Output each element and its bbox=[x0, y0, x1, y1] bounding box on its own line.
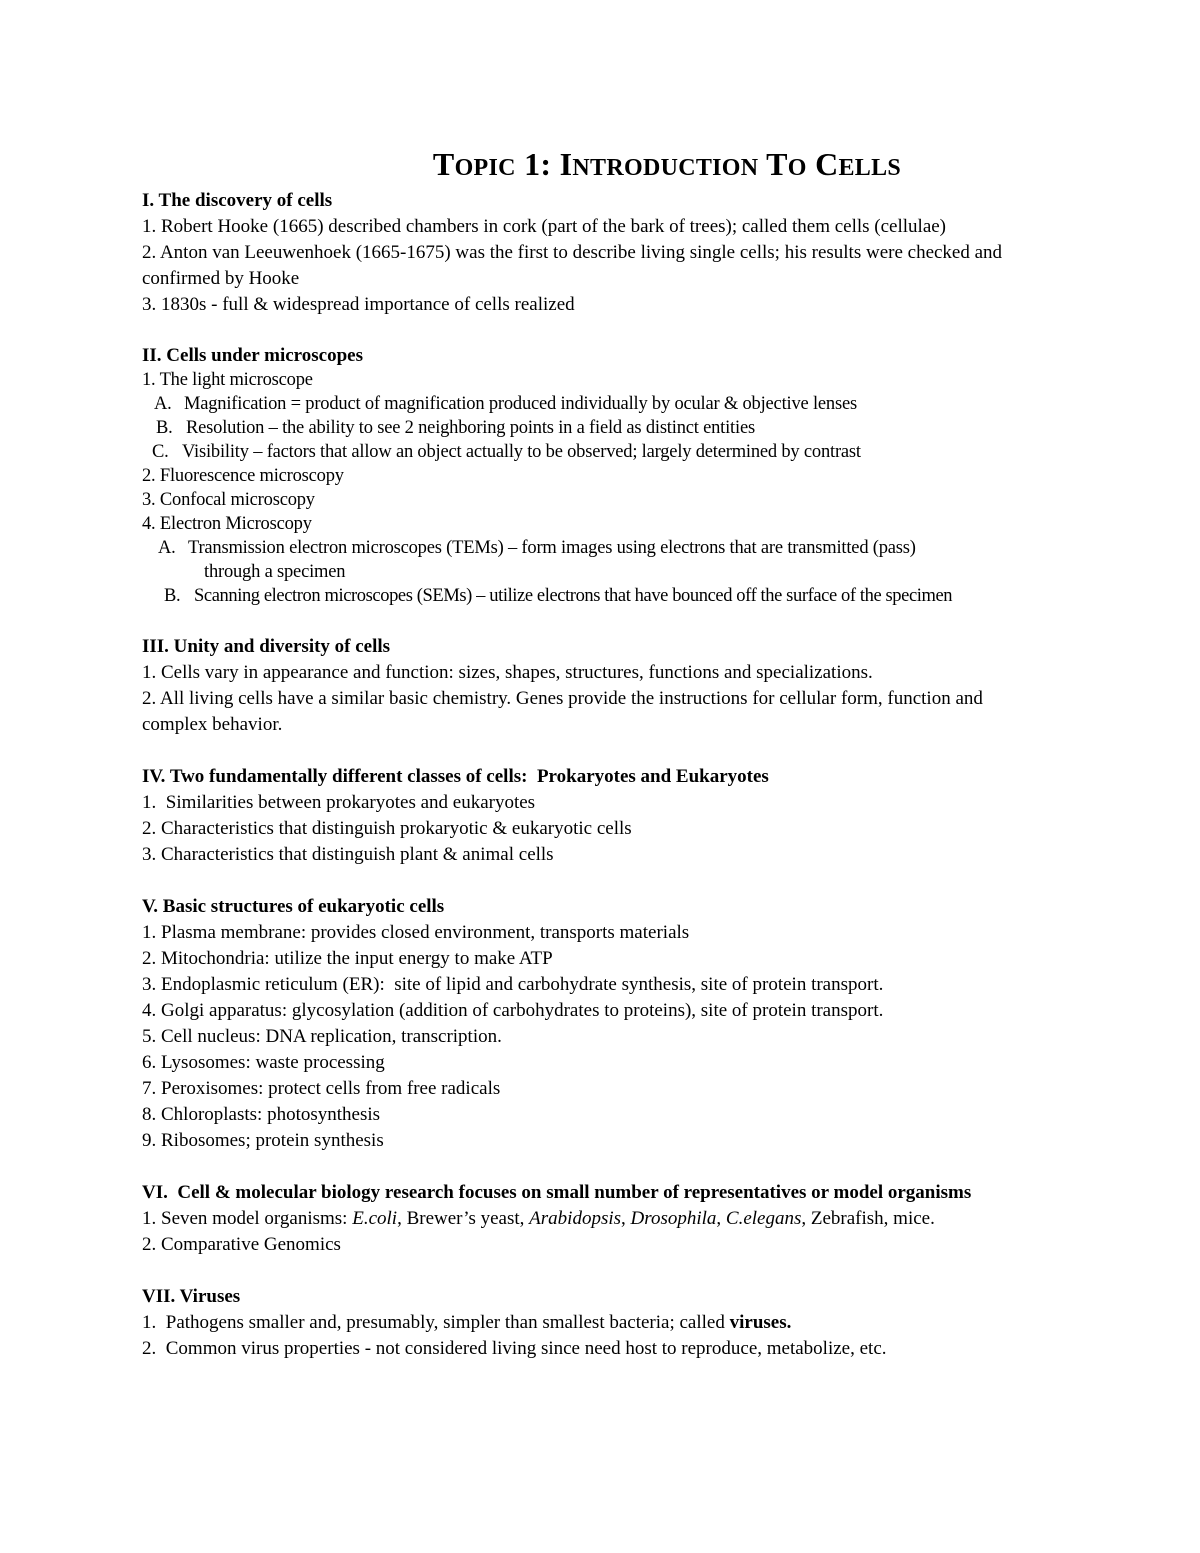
sub-item-text: Resolution – the ability to see 2 neighboring points in a field as distinct entities bbox=[186, 418, 755, 438]
section-heading: I. The discovery of cells bbox=[142, 190, 333, 211]
section-heading: III. Unity and diversity of cells bbox=[142, 636, 391, 657]
list-item: 3. Endoplasmic reticulum (ER): site of lipid and carbohydrate synthesis, site of protein transport. bbox=[142, 974, 884, 995]
list-item: 2. Comparative Genomics bbox=[142, 1234, 341, 1255]
text-run: , bbox=[716, 1208, 726, 1229]
title-cap: T bbox=[432, 146, 455, 182]
list-item: 9. Ribosomes; protein synthesis bbox=[142, 1130, 384, 1151]
section-heading: IV. Two fundamentally different classes of cells: Prokaryotes and Eukaryotes bbox=[142, 766, 769, 787]
section-heading: II. Cells under microscopes bbox=[142, 345, 363, 366]
sub-item bbox=[142, 440, 1172, 464]
section-unity-and-diversity bbox=[142, 634, 1172, 738]
text-run: , Zebrafish, mice. bbox=[801, 1208, 935, 1229]
list-item: 1. Plasma membrane: provides closed environment, transports materials bbox=[142, 922, 690, 943]
list-item: 1. Similarities between prokaryotes and eukaryotes bbox=[142, 792, 536, 813]
sub-item-text: Visibility – factors that allow an object actually to be observed; largely determined by contrast bbox=[182, 442, 861, 462]
list-item: 4. Electron Microscopy bbox=[142, 514, 312, 534]
list-item: 2. All living cells have a similar basic chemistry. Genes provide the instructions for cellular form, function and complex behavior. bbox=[142, 688, 983, 735]
section-heading: V. Basic structures of eukaryotic cells bbox=[142, 896, 445, 917]
section-cells-under-microscopes bbox=[142, 344, 1172, 608]
sub-item-continuation: through a specimen bbox=[204, 562, 346, 582]
organism-name: Drosophila bbox=[630, 1208, 717, 1229]
text-run: 1. Pathogens smaller and, presumably, simpler than smallest bacteria; called bbox=[142, 1312, 730, 1333]
title-number: 1: bbox=[524, 146, 552, 182]
list-item: 4. Golgi apparatus: glycosylation (addition of carbohydrates to proteins), site of protein transport. bbox=[142, 1000, 884, 1021]
list-item: 1. The light microscope bbox=[142, 370, 313, 390]
list-item: 1. Cells vary in appearance and function: sizes, shapes, structures, functions and specializations. bbox=[142, 662, 873, 683]
title-cap: C bbox=[815, 146, 839, 182]
sub-item-letter: C. bbox=[152, 442, 169, 462]
list-item: 3. Characteristics that distinguish plant & animal cells bbox=[142, 844, 554, 865]
list-item: 2. Common virus properties - not considered living since need host to reproduce, metabolize, etc. bbox=[142, 1338, 887, 1359]
title-smallcaps: OPIC bbox=[454, 155, 516, 181]
list-item: 2. Fluorescence microscopy bbox=[142, 466, 344, 486]
list-item: 3. 1830s - full & widespread importance of cells realized bbox=[142, 294, 575, 315]
sub-item-letter: B. bbox=[156, 418, 173, 438]
list-item: 7. Peroxisomes: protect cells from free radicals bbox=[142, 1078, 501, 1099]
list-item: 8. Chloroplasts: photosynthesis bbox=[142, 1104, 381, 1125]
list-item bbox=[142, 1310, 1172, 1336]
title-cap: I bbox=[559, 146, 573, 182]
sub-item bbox=[142, 416, 1172, 440]
sub-item-text: Transmission electron microscopes (TEMs) – form images using electrons that are transmitted (pass) bbox=[188, 538, 916, 558]
sub-item bbox=[142, 584, 1172, 608]
section-viruses bbox=[142, 1284, 1172, 1362]
text-run: 1. Seven model organisms: bbox=[142, 1208, 353, 1229]
sub-item bbox=[142, 536, 1172, 560]
list-item: 2. Mitochondria: utilize the input energy to make ATP bbox=[142, 948, 553, 969]
section-model-organisms bbox=[142, 1180, 1172, 1258]
list-item: 2. Characteristics that distinguish prokaryotic & eukaryotic cells bbox=[142, 818, 632, 839]
list-item bbox=[142, 1206, 1172, 1232]
organism-name: E.coli bbox=[352, 1208, 398, 1229]
section-heading: VII. Viruses bbox=[142, 1286, 241, 1307]
section-discovery-of-cells bbox=[142, 188, 1172, 318]
title-smallcaps: ELLS bbox=[838, 155, 902, 181]
page-title bbox=[142, 144, 1172, 188]
list-item: 5. Cell nucleus: DNA replication, transcription. bbox=[142, 1026, 502, 1047]
sub-item bbox=[142, 392, 1172, 416]
sub-item-text: Scanning electron microscopes (SEMs) – utilize electrons that have bounced off the surface of the specimen bbox=[194, 586, 953, 606]
title-smallcaps: O bbox=[787, 155, 807, 181]
sub-item-letter: A. bbox=[158, 538, 176, 558]
organism-name: Arabidopsis bbox=[529, 1208, 622, 1229]
list-item: 3. Confocal microscopy bbox=[142, 490, 315, 510]
list-item: 2. Anton van Leeuwenhoek (1665-1675) was the first to describe living single cells; his results were checked and confirmed by Hooke bbox=[142, 242, 1003, 289]
title-cap: T bbox=[766, 146, 788, 182]
title-smallcaps: NTRODUCTION bbox=[572, 155, 759, 181]
document-page bbox=[142, 144, 1172, 1388]
organism-name: C.elegans bbox=[725, 1208, 802, 1229]
list-item: 1. Robert Hooke (1665) described chambers in cork (part of the bark of trees); called them cells (cellulae) bbox=[142, 216, 947, 237]
text-run: , Brewer’s yeast, bbox=[397, 1208, 530, 1229]
text-run: , bbox=[621, 1208, 631, 1229]
list-item: 6. Lysosomes: waste processing bbox=[142, 1052, 385, 1073]
section-prokaryotes-eukaryotes bbox=[142, 764, 1172, 868]
section-heading: VI. Cell & molecular biology research focuses on small number of representatives or model organisms bbox=[142, 1182, 972, 1203]
bold-term: viruses. bbox=[729, 1312, 792, 1333]
sub-item-letter: B. bbox=[164, 586, 181, 606]
sub-item-text: Magnification = product of magnification produced individually by ocular & objective lenses bbox=[184, 394, 857, 414]
sub-item-letter: A. bbox=[154, 394, 172, 414]
section-eukaryotic-structures bbox=[142, 894, 1172, 1154]
